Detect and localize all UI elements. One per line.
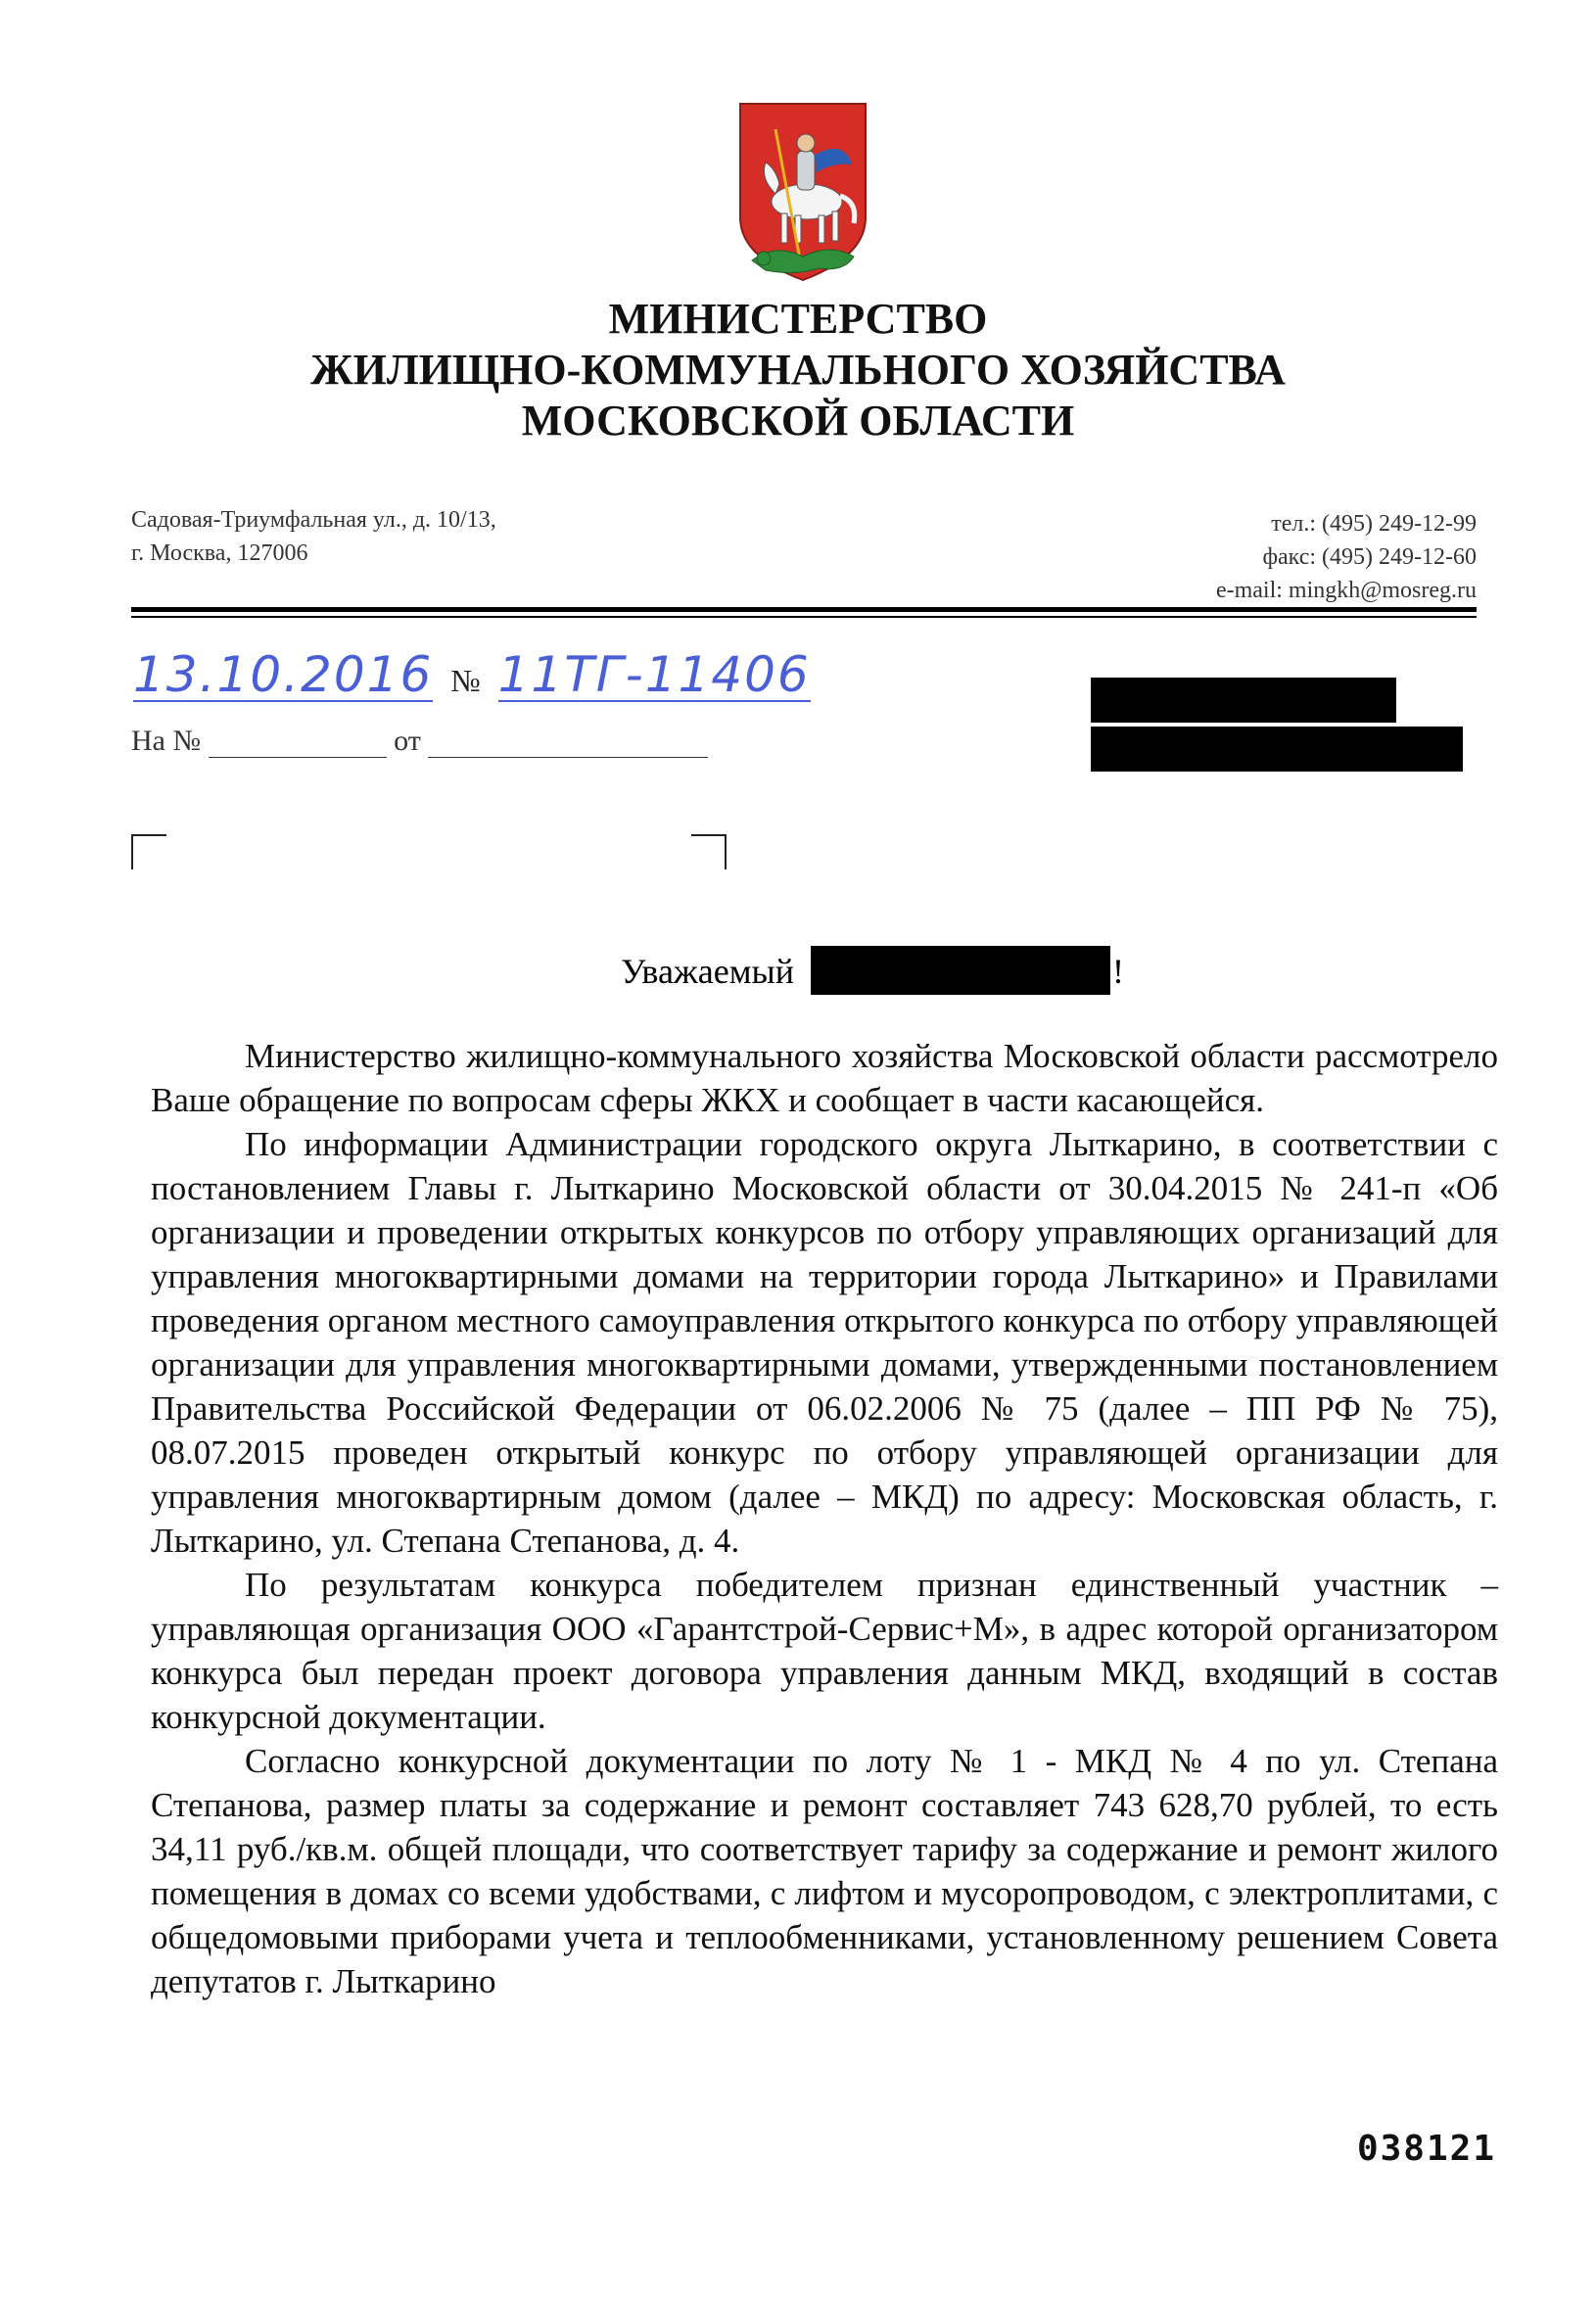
redacted-addressee-line-2 [1091, 727, 1463, 772]
ministry-title [0, 294, 1596, 446]
address-corner-right [691, 834, 727, 869]
number-sign: № [450, 663, 481, 698]
address-corner-left [131, 834, 166, 869]
body-paragraph-3: По результатам конкурса победителем признан единственный участник – управляющая организация ООО «Гарантстрой-Сервис+М», в адрес которой организатором конкурса был передан проект договора управления данным МКД, входящий в состав конкурсной документации. [151, 1566, 1498, 1736]
ministry-address [131, 503, 496, 570]
outgoing-date: 13.10.2016 [133, 646, 434, 703]
salutation-greeting: Уважаемый [621, 952, 794, 991]
redacted-addressee-name [811, 946, 1110, 995]
letterhead-divider-thin [131, 616, 1477, 618]
ministry-contacts [1216, 507, 1477, 607]
body-paragraph-2: По информации Администрации городского округа Лыткарино, в соответствии с постановлением Главы г. Лыткарино Московской области от 30.04.2015 № 241-п «Об организации и проведении открытых конкурсов по отбору управляющих организаций для управления многоквартирными домами на территории города Лыткарино» и Правилами проведения органом местного самоуправления открытого конкурса по отбору управляющей организации для управления многоквартирными домами, утвержденными постановлением Правительства Российской Федерации от 06.02.2006 № 75 (далее – ПП РФ № 75), 08.07.2015 проведен открытый конкурс по отбору управляющей организации для управления многоквартирным домом (далее – МКД) по адресу: Московская область, г. Лыткарино, ул. Степана Степанова, д. 4. [151, 1125, 1498, 1560]
ministry-title-line-2: ЖИЛИЩНО-КОММУНАЛЬНОГО ХОЗЯЙСТВА [310, 346, 1286, 394]
reference-line [131, 725, 708, 758]
body-paragraph-1: Министерство жилищно-коммунального хозяйства Московской области рассмотрело Ваше обращение по вопросам сферы ЖКХ и сообщает в части касающейся. [151, 1037, 1498, 1119]
reference-date-blank [428, 728, 708, 758]
body-paragraph-4: Согласно конкурсной документации по лоту № 1 - МКД № 4 по ул. Степана Степанова, размер платы за содержание и ремонт составляет 743 628,70 рублей, то есть 34,11 руб./кв.м. общей площади, что соответствует тарифу за содержание и ремонт жилого помещения в домах со всеми удобствами, с лифтом и мусоропроводом, с электроплитами, с общедомовыми приборами учета и теплообменниками, установленному решением Совета депутатов г. Лыткарино [151, 1742, 1498, 2000]
document-serial-number: 038121 [1356, 2129, 1496, 2169]
outgoing-registration [133, 646, 811, 703]
reference-prefix: На № [131, 725, 202, 757]
email-line: e-mail: mingkh@mosreg.ru [1215, 578, 1477, 603]
letter-body [151, 1034, 1498, 2003]
letterhead-divider-thick [131, 607, 1477, 612]
address-line-2: г. Москва, 127006 [131, 540, 308, 566]
phone-line: тел.: (495) 249-12-99 [1271, 511, 1477, 537]
address-line-1: Садовая-Триумфальная ул., д. 10/13, [131, 507, 496, 533]
fax-line: факс: (495) 249-12-60 [1262, 544, 1477, 570]
ministry-title-line-3: МОСКОВСКОЙ ОБЛАСТИ [521, 397, 1075, 445]
salutation-exclamation: ! [1112, 952, 1124, 991]
ministry-title-line-1: МИНИСТЕРСТВО [608, 295, 988, 343]
coat-of-arms-emblem [736, 100, 869, 284]
reference-from: от [394, 725, 421, 757]
outgoing-number: 11ТГ-11406 [497, 646, 811, 703]
redacted-addressee-line-1 [1091, 678, 1396, 723]
reference-number-blank [209, 728, 387, 758]
